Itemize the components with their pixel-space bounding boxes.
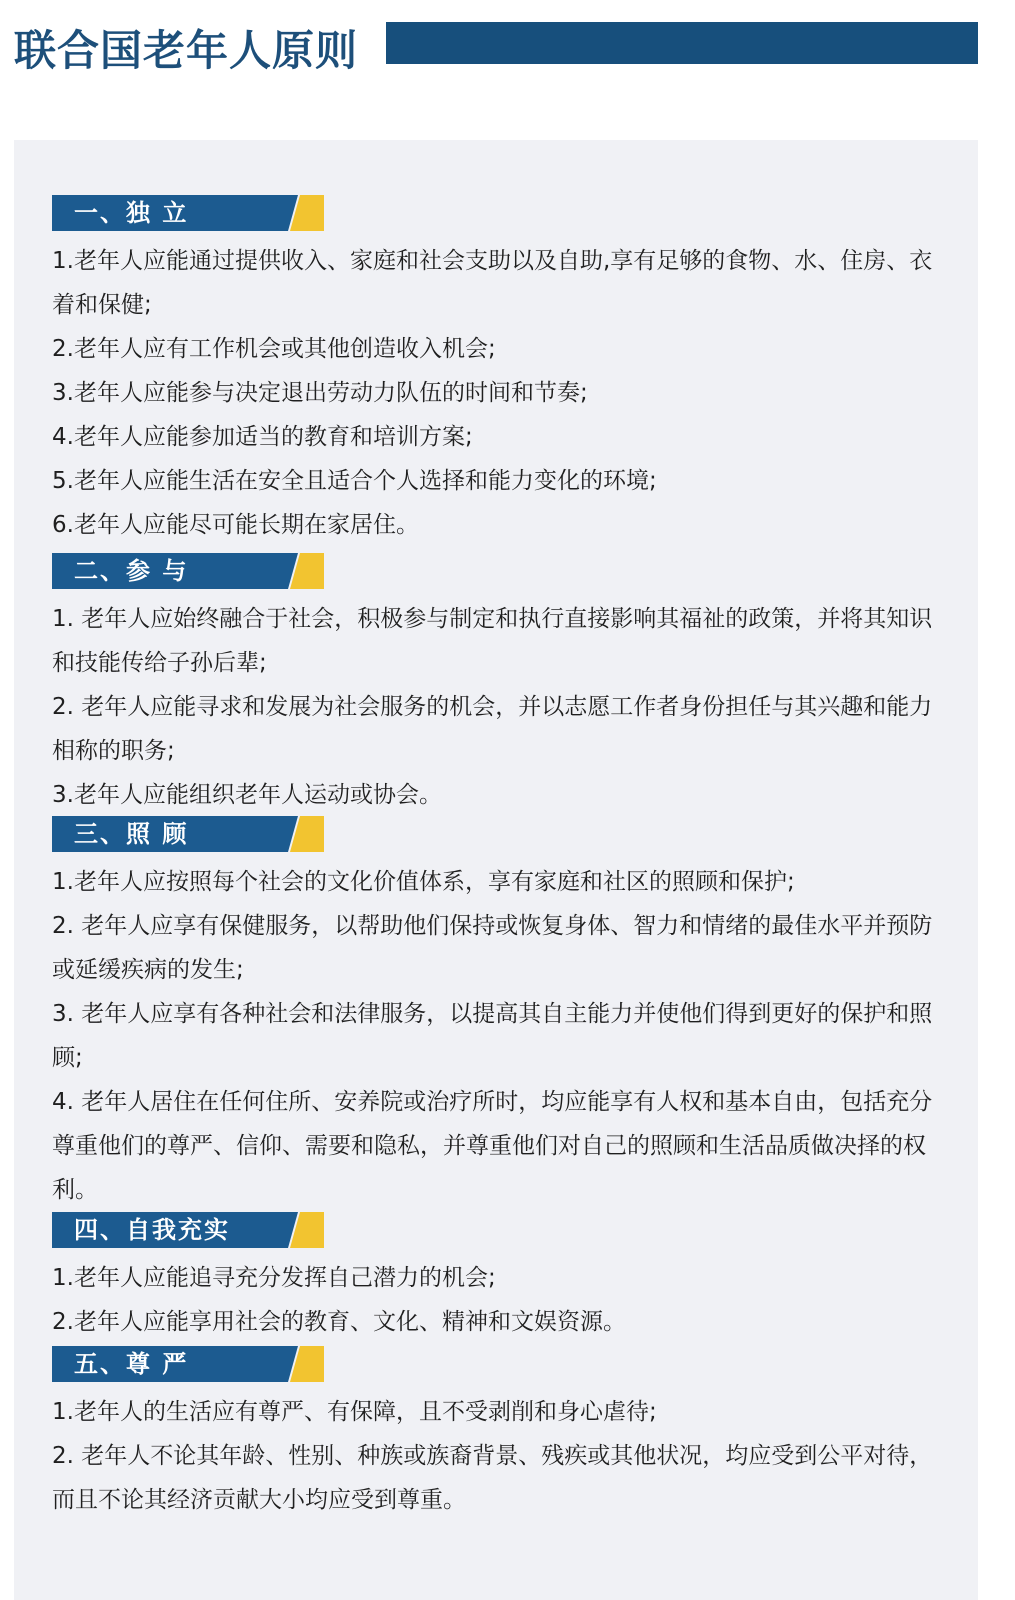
heading-text: 一、独 立 (74, 199, 189, 227)
section-heading (52, 195, 324, 231)
section-heading (52, 816, 324, 852)
list-item: 4.老年人应能参加适当的教育和培训方案; (52, 424, 473, 450)
list-item: 1. 老年人应始终融合于社会，积极参与制定和执行直接影响其福祉的政策，并将其知识和技能传给子孙后辈; (52, 606, 933, 676)
content-panel (14, 140, 978, 1600)
list-item: 2.老年人应能享用社会的教育、文化、精神和文娱资源。 (52, 1309, 626, 1335)
list-item: 1.老年人应按照每个社会的文化价值体系，享有家庭和社区的照顾和保护; (52, 869, 795, 895)
list-item: 5.老年人应能生活在安全且适合个人选择和能力变化的环境; (52, 468, 657, 494)
item-list (52, 1256, 942, 1344)
list-item: 1.老年人应能通过提供收入、家庭和社会支助以及自助,享有足够的食物、水、住房、衣着和保健; (52, 248, 933, 318)
heading-text: 四、自我充实 (74, 1216, 230, 1244)
title-bar (386, 22, 978, 64)
list-item: 3.老年人应能参与决定退出劳动力队伍的时间和节奏; (52, 380, 588, 406)
page-title: 联合国老年人原则 (14, 26, 359, 75)
item-list (52, 239, 942, 547)
item-list (52, 1390, 942, 1522)
list-item: 4. 老年人居住在任何住所、安养院或治疗所时，均应能享有人权和基本自由，包括充分尊重他们的尊严、信仰、需要和隐私，并尊重他们对自己的照顾和生活品质做决择的权利。 (52, 1089, 933, 1203)
section-heading (52, 1346, 324, 1382)
list-item: 2.老年人应有工作机会或其他创造收入机会; (52, 336, 496, 362)
list-item: 6.老年人应能尽可能长期在家居住。 (52, 512, 419, 538)
section-heading (52, 553, 324, 589)
list-item: 1.老年人的生活应有尊严、有保障，且不受剥削和身心虐待; (52, 1399, 657, 1425)
item-list (52, 597, 942, 817)
heading-text: 五、尊 严 (74, 1350, 189, 1378)
list-item: 3.老年人应能组织老年人运动或协会。 (52, 782, 442, 808)
heading-text: 三、照 顾 (74, 820, 189, 848)
list-item: 2. 老年人应能寻求和发展为社会服务的机会，并以志愿工作者身份担任与其兴趣和能力相称的职务; (52, 694, 933, 764)
section-heading (52, 1212, 324, 1248)
list-item: 1.老年人应能追寻充分发挥自己潜力的机会; (52, 1265, 496, 1291)
item-list (52, 860, 942, 1212)
list-item: 2. 老年人应享有保健服务，以帮助他们保持或恢复身体、智力和情绪的最佳水平并预防或延缓疾病的发生; (52, 913, 933, 983)
list-item: 2. 老年人不论其年龄、性别、种族或族裔背景、残疾或其他状况，均应受到公平对待，而且不论其经济贡献大小均应受到尊重。 (52, 1443, 933, 1513)
list-item: 3. 老年人应享有各种社会和法律服务，以提高其自主能力并使他们得到更好的保护和照顾; (52, 1001, 933, 1071)
heading-text: 二、参 与 (74, 557, 189, 585)
